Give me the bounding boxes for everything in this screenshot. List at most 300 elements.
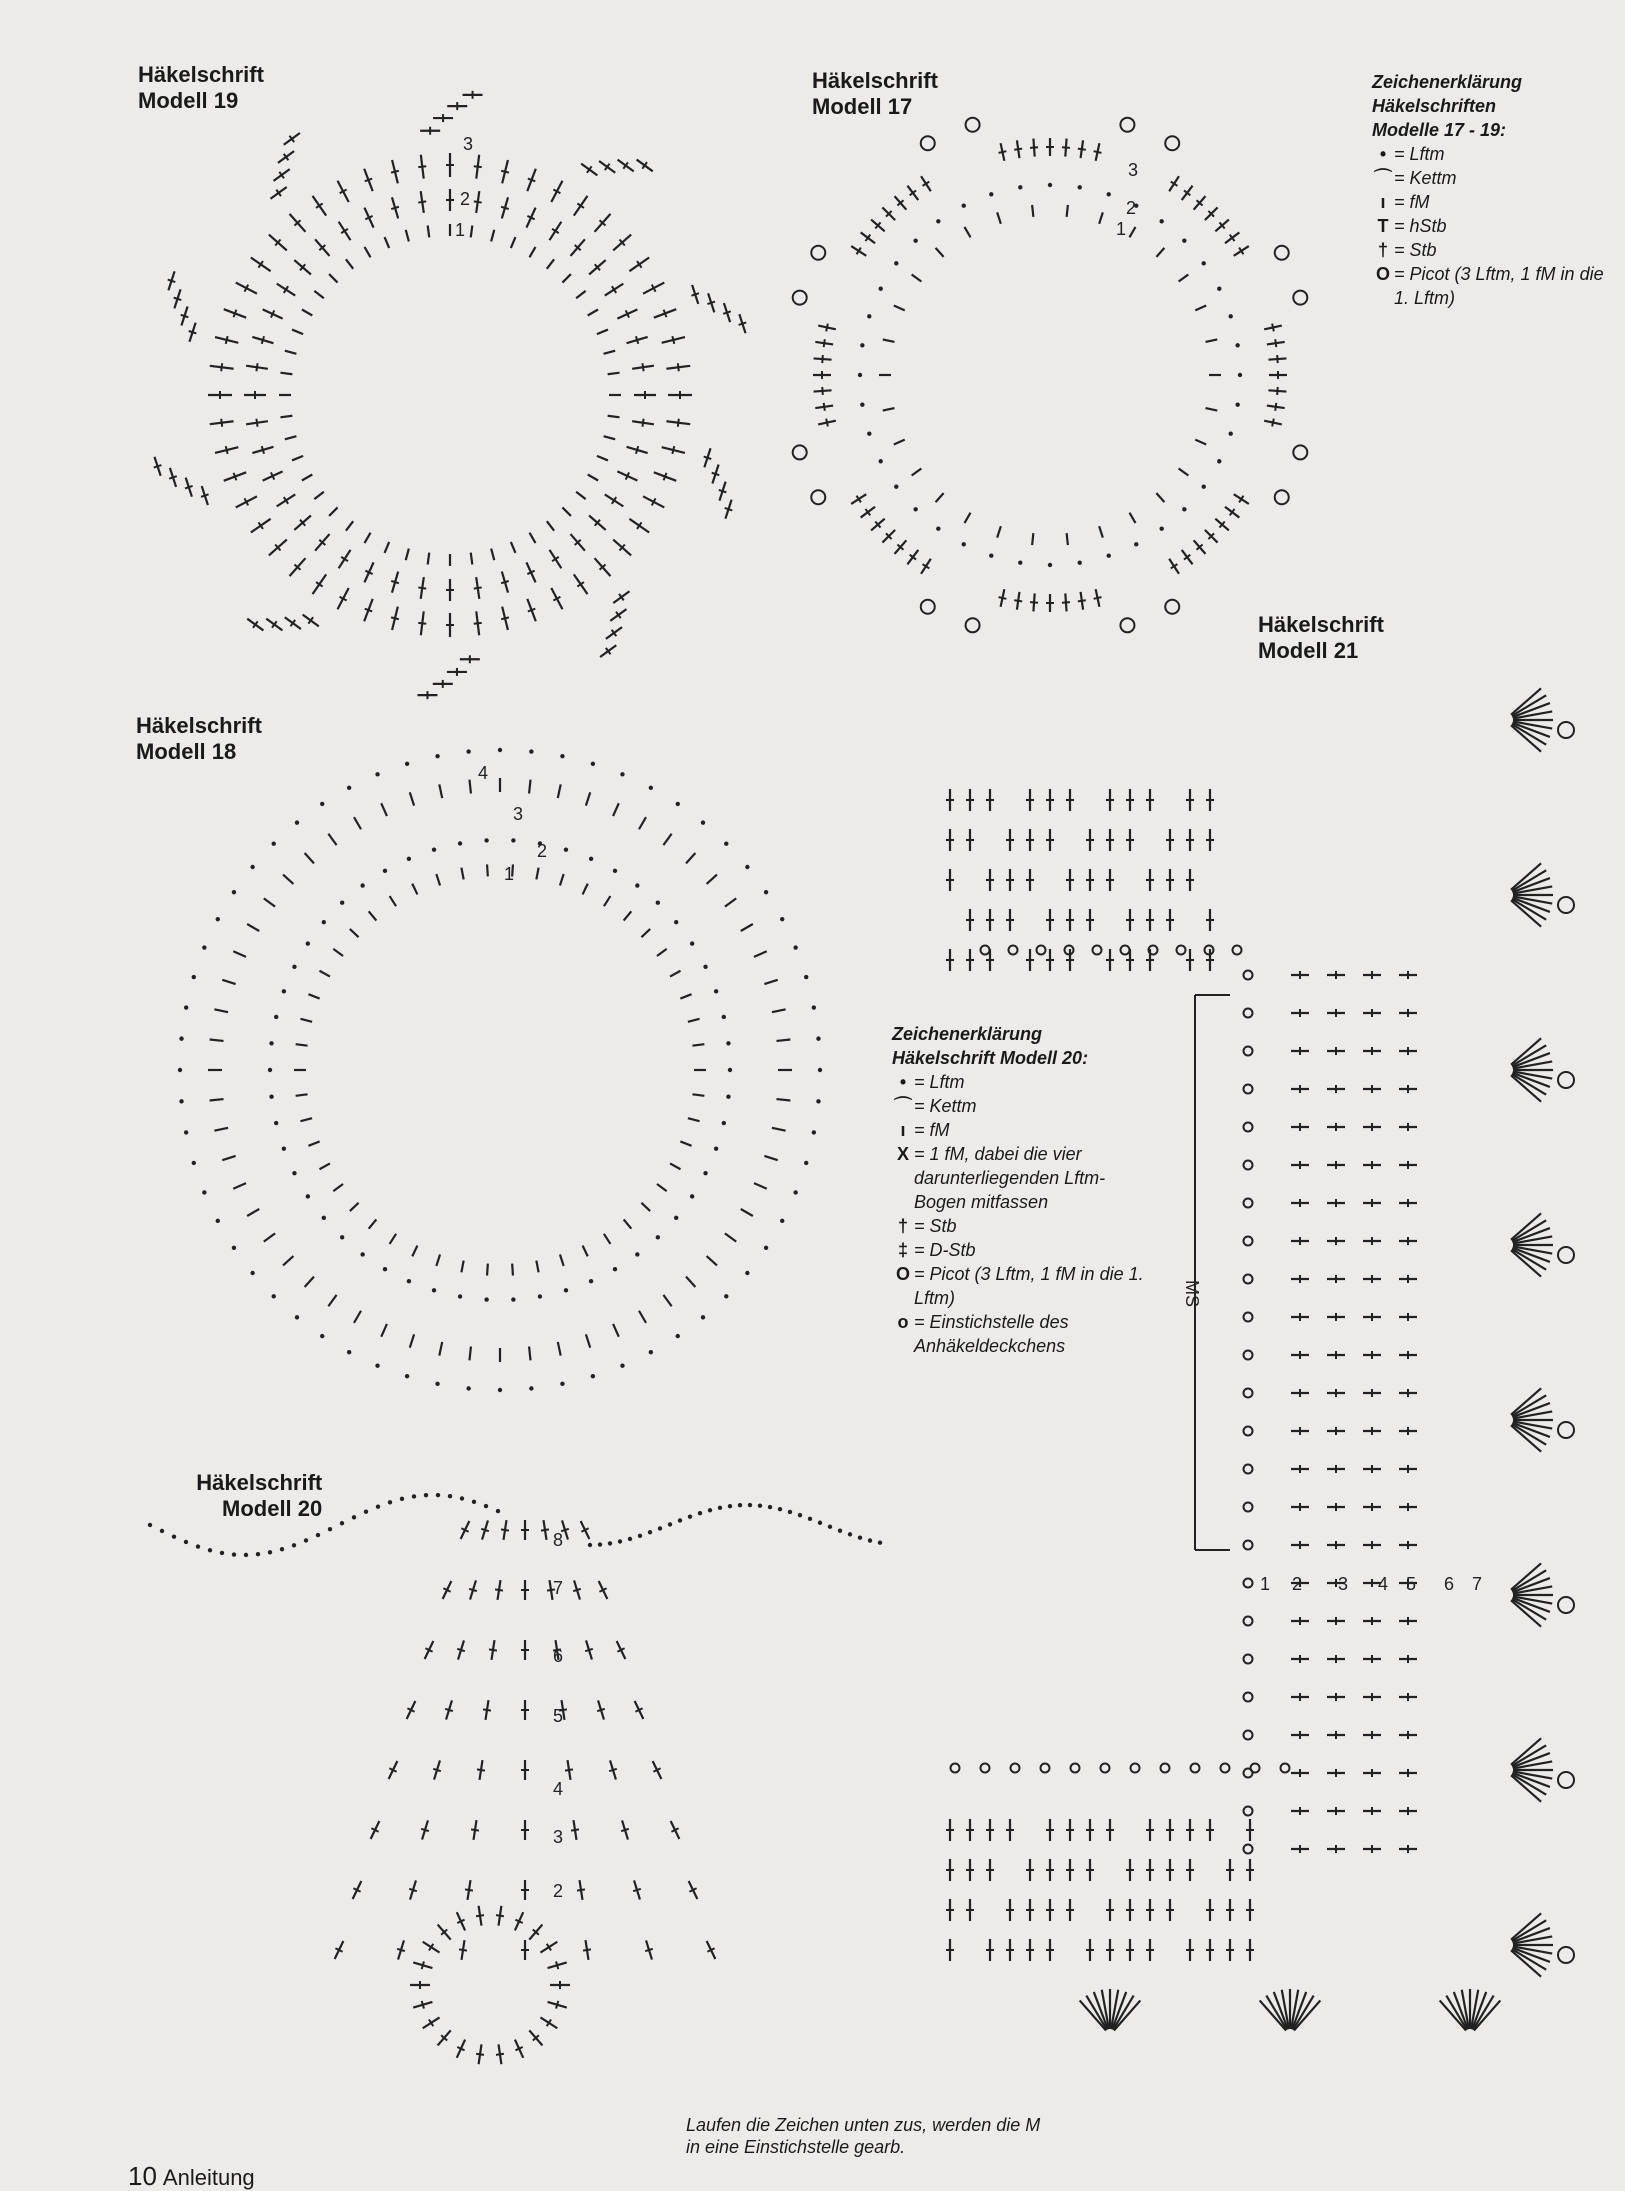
stitch-mark bbox=[826, 324, 828, 332]
chain-dot bbox=[407, 857, 411, 861]
picot-ring bbox=[1244, 1085, 1253, 1094]
chain-dot bbox=[589, 857, 593, 861]
chain-dot bbox=[828, 1525, 832, 1529]
picot-ring bbox=[1275, 246, 1289, 260]
chain-dot bbox=[656, 901, 660, 905]
chain-dot bbox=[375, 772, 379, 776]
chain-dot bbox=[295, 820, 299, 824]
legend-text: = Stb bbox=[914, 1216, 957, 1236]
stitch-mark bbox=[410, 792, 414, 805]
stitch-mark bbox=[1130, 513, 1136, 523]
stitch-mark bbox=[608, 416, 620, 418]
chain-dot bbox=[618, 1539, 622, 1543]
chain-dot bbox=[598, 1542, 602, 1546]
stitch-mark bbox=[645, 1949, 653, 1951]
stitch-mark bbox=[712, 473, 720, 475]
stitch-mark bbox=[496, 1915, 504, 1916]
stitch-mark bbox=[663, 1295, 671, 1306]
stitch-mark bbox=[541, 1529, 549, 1530]
stitch-mark bbox=[1032, 205, 1033, 217]
chain-dot bbox=[764, 890, 768, 894]
stitch-mark bbox=[469, 780, 470, 794]
chain-dot bbox=[560, 1382, 564, 1386]
chain-dot bbox=[635, 883, 639, 887]
chain-dot bbox=[424, 1493, 428, 1497]
chain-dot bbox=[256, 1552, 260, 1556]
stitch-mark bbox=[999, 597, 1007, 599]
stitch-mark bbox=[764, 980, 777, 984]
stitch-mark bbox=[1156, 493, 1164, 502]
chain-dot bbox=[202, 1190, 206, 1194]
stitch-mark bbox=[670, 971, 681, 977]
picot-ring bbox=[921, 600, 935, 614]
page-footer bbox=[128, 2161, 255, 2191]
chain-dot bbox=[383, 1267, 387, 1271]
legend-title: Zeichenerklärung bbox=[892, 1024, 1043, 1044]
legend-symbol: O bbox=[1375, 264, 1390, 284]
stitch-mark bbox=[481, 1529, 489, 1531]
chain-dot bbox=[878, 1541, 882, 1545]
stitch-mark bbox=[412, 1246, 417, 1257]
stitch-mark bbox=[686, 853, 695, 863]
stitch-mark bbox=[1014, 149, 1022, 150]
stitch-mark bbox=[822, 387, 823, 395]
picot-ring bbox=[1244, 1617, 1253, 1626]
legend-row bbox=[892, 1142, 1152, 1214]
stitch-mark bbox=[586, 792, 590, 805]
picot-ring bbox=[1244, 1465, 1253, 1474]
stitch-mark bbox=[226, 446, 228, 454]
chain-dot bbox=[608, 1541, 612, 1545]
stitch-mark bbox=[571, 1829, 579, 1830]
stitch-mark bbox=[573, 1589, 581, 1591]
chain-dot bbox=[564, 1288, 568, 1292]
stitch-mark bbox=[565, 1769, 573, 1770]
chain-dot bbox=[989, 192, 993, 196]
chain-dot bbox=[1217, 459, 1221, 463]
chain-dot bbox=[436, 1493, 440, 1497]
title-line2: Modell 20 bbox=[222, 1496, 323, 1521]
chain-dot bbox=[701, 820, 705, 824]
chain-dot bbox=[184, 1130, 188, 1134]
legend-text: = Kettm bbox=[914, 1096, 977, 1116]
stitch-mark bbox=[719, 490, 727, 492]
chain-dot bbox=[320, 1334, 324, 1338]
stitch-mark bbox=[461, 868, 463, 880]
picot-ring bbox=[966, 618, 980, 632]
stitch-mark bbox=[391, 617, 399, 619]
chain-dot bbox=[192, 975, 196, 979]
chain-dot bbox=[649, 786, 653, 790]
legend-symbol: † bbox=[1377, 240, 1388, 260]
ms-label: MS bbox=[1182, 1280, 1202, 1307]
round-number: 7 bbox=[553, 1578, 564, 1598]
chain-dot bbox=[913, 507, 917, 511]
round-number: 5 bbox=[1406, 1574, 1417, 1594]
picot-ring bbox=[1041, 1764, 1050, 1773]
stitch-mark bbox=[633, 1889, 641, 1891]
stitch-mark bbox=[233, 951, 246, 957]
stitch-mark bbox=[262, 446, 264, 454]
title-modell-19 bbox=[138, 62, 264, 114]
picot-ring bbox=[1233, 946, 1242, 955]
legend-row bbox=[1372, 166, 1612, 190]
stitch-mark bbox=[641, 929, 650, 937]
chain-dot bbox=[250, 1271, 254, 1275]
picot-ring bbox=[1009, 946, 1018, 955]
stitch-mark bbox=[222, 980, 235, 984]
stitch-mark bbox=[436, 874, 440, 885]
round-number-2: 2 bbox=[537, 841, 548, 861]
chain-dot bbox=[383, 869, 387, 873]
chain-dot bbox=[375, 1363, 379, 1367]
legend-text: = Lftm bbox=[914, 1072, 965, 1092]
stitch-mark bbox=[536, 1261, 538, 1273]
chain-dot bbox=[879, 459, 883, 463]
stitch-mark bbox=[439, 784, 442, 798]
stitch-mark bbox=[672, 446, 674, 454]
stitch-mark bbox=[418, 201, 426, 202]
chain-dot bbox=[560, 754, 564, 758]
picot-ring bbox=[793, 291, 807, 305]
stitch-mark bbox=[725, 1233, 736, 1241]
chain-dot bbox=[178, 1068, 182, 1072]
legend-row bbox=[1372, 262, 1612, 310]
picot-ring bbox=[1244, 1237, 1253, 1246]
stitch-mark bbox=[692, 1094, 704, 1096]
legend-row bbox=[1372, 142, 1612, 166]
chain-dot bbox=[498, 1388, 502, 1392]
chain-dot bbox=[701, 1315, 705, 1319]
chain-dot bbox=[703, 1171, 707, 1175]
chain-dot bbox=[472, 1500, 476, 1504]
picot-ring bbox=[1244, 1807, 1253, 1816]
chain-dot bbox=[668, 1522, 672, 1526]
stitch-mark bbox=[418, 587, 426, 588]
chain-dot bbox=[745, 1271, 749, 1275]
legend-title: Häkelschriften bbox=[1372, 96, 1497, 116]
stitch-mark bbox=[624, 911, 632, 920]
chain-dot bbox=[674, 1216, 678, 1220]
stitch-mark bbox=[369, 911, 377, 920]
picot-ring bbox=[1161, 1764, 1170, 1773]
chain-dot bbox=[589, 1279, 593, 1283]
chain-dot bbox=[838, 1528, 842, 1532]
picot-ring bbox=[921, 136, 935, 150]
stitch-mark bbox=[739, 322, 747, 324]
stitch-mark bbox=[588, 310, 598, 316]
round-number: 7 bbox=[1472, 1574, 1483, 1594]
title-line2: Modell 17 bbox=[812, 94, 913, 119]
legend-symbol: ⌒ bbox=[1374, 168, 1392, 188]
legend-row bbox=[892, 1262, 1152, 1310]
stitch-mark bbox=[390, 896, 396, 906]
chain-dot bbox=[458, 841, 462, 845]
picot-ring bbox=[1120, 118, 1134, 132]
stitch-mark bbox=[1179, 274, 1189, 281]
picot-ring bbox=[981, 1764, 990, 1773]
legend-row bbox=[1372, 238, 1612, 262]
stitch-mark bbox=[707, 1256, 717, 1265]
legend-row bbox=[892, 1214, 1152, 1238]
legend-text: = 1 fM, dabei die vier darunterliegenden Lftm-Bogen mitfassen bbox=[914, 1144, 1106, 1212]
stitch-mark bbox=[583, 1246, 588, 1257]
chain-dot bbox=[1078, 560, 1082, 564]
chain-dot bbox=[148, 1523, 152, 1527]
stitch-mark bbox=[894, 440, 905, 445]
picot-ring bbox=[1558, 722, 1574, 738]
chain-dot bbox=[364, 1510, 368, 1514]
stitch-mark bbox=[528, 179, 535, 182]
stitch-mark bbox=[390, 1234, 396, 1244]
stitch-mark bbox=[501, 581, 509, 583]
chain-dot bbox=[179, 1036, 183, 1040]
legend-symbol: X bbox=[896, 1144, 909, 1164]
legend-items bbox=[892, 1070, 1152, 1358]
stitch-mark bbox=[1156, 248, 1164, 257]
picot-ring bbox=[811, 246, 825, 260]
legend-symbol: ı bbox=[900, 1120, 906, 1140]
legend-text: = Stb bbox=[1394, 240, 1437, 260]
title-modell-21 bbox=[1258, 612, 1384, 664]
title-modell-18 bbox=[136, 713, 262, 765]
chain-dot bbox=[708, 1508, 712, 1512]
chain-dot bbox=[698, 1511, 702, 1515]
chain-dot bbox=[388, 1500, 392, 1504]
chain-dot bbox=[272, 1294, 276, 1298]
picot-ring bbox=[951, 1764, 960, 1773]
stitch-mark bbox=[707, 302, 715, 304]
stitch-mark bbox=[639, 817, 646, 829]
picot-ring bbox=[1275, 490, 1289, 504]
picot-ring bbox=[1558, 897, 1574, 913]
chain-dot bbox=[860, 403, 864, 407]
chain-dot bbox=[588, 1543, 592, 1547]
stitch-mark bbox=[912, 274, 922, 281]
stitch-mark bbox=[1206, 339, 1218, 341]
stitch-mark bbox=[688, 1118, 700, 1121]
picot-ring bbox=[1071, 1764, 1080, 1773]
chain-dot bbox=[674, 920, 678, 924]
chain-dot bbox=[780, 1219, 784, 1223]
picot-ring bbox=[1244, 1313, 1253, 1322]
picot-ring bbox=[1244, 1503, 1253, 1512]
stitch-mark bbox=[1078, 149, 1086, 150]
chain-dot bbox=[816, 1099, 820, 1103]
stitch-mark bbox=[597, 1709, 605, 1711]
chain-dot bbox=[269, 1041, 273, 1045]
chain-dot bbox=[676, 802, 680, 806]
stitch-mark bbox=[292, 456, 303, 461]
stitch-mark bbox=[474, 166, 482, 167]
stitch-mark bbox=[256, 363, 257, 371]
stitch-mark bbox=[491, 230, 494, 242]
legend-title: Modelle 17 - 19: bbox=[1372, 120, 1507, 140]
chain-dot bbox=[812, 1005, 816, 1009]
chain-dot bbox=[250, 865, 254, 869]
stitch-mark bbox=[678, 363, 679, 371]
picot-ring bbox=[1244, 1161, 1253, 1170]
stitch-mark bbox=[826, 419, 828, 427]
picot-ring bbox=[1281, 1764, 1290, 1773]
stitch-mark bbox=[764, 1156, 777, 1160]
title-modell-20 bbox=[190, 1470, 322, 1522]
picot-ring bbox=[1244, 1275, 1253, 1284]
chain-dot bbox=[232, 1552, 236, 1556]
chain-dot bbox=[202, 945, 206, 949]
stitch-mark bbox=[776, 1039, 790, 1040]
stitch-mark bbox=[495, 1589, 503, 1590]
chain-dot bbox=[328, 1527, 332, 1531]
round-number: 6 bbox=[553, 1646, 564, 1666]
stitch-mark bbox=[501, 171, 509, 173]
stitch-mark bbox=[476, 1915, 484, 1916]
legend-text: = Einstichstelle des Anhäkeldeckchens bbox=[914, 1312, 1069, 1356]
chain-dot bbox=[848, 1532, 852, 1536]
stitch-mark bbox=[412, 884, 417, 895]
stitch-mark bbox=[577, 1889, 585, 1890]
legend-text: = fM bbox=[914, 1120, 950, 1140]
chain-dot bbox=[688, 1514, 692, 1518]
stitch-mark bbox=[1014, 600, 1022, 601]
stitch-mark bbox=[528, 609, 535, 612]
stitch-mark bbox=[558, 784, 561, 798]
stitch-mark bbox=[560, 1255, 564, 1266]
chain-dot bbox=[738, 1503, 742, 1507]
stitch-mark bbox=[247, 924, 259, 931]
chain-dot bbox=[1182, 238, 1186, 242]
stitch-mark bbox=[547, 259, 554, 269]
stitch-mark bbox=[585, 1649, 593, 1651]
page-number: 10 bbox=[128, 2161, 157, 2191]
chain-dot bbox=[1202, 261, 1206, 265]
stitch-mark bbox=[604, 1234, 610, 1244]
stitch-mark bbox=[319, 1163, 330, 1169]
stitch-mark bbox=[576, 492, 586, 499]
stitch-mark bbox=[469, 1346, 470, 1360]
stitch-mark bbox=[314, 492, 324, 499]
stitch-mark bbox=[154, 465, 162, 467]
chain-dot bbox=[432, 1288, 436, 1292]
stitch-mark bbox=[692, 1044, 704, 1046]
chain-dot bbox=[529, 749, 533, 753]
stitch-mark bbox=[285, 351, 297, 354]
stitch-mark bbox=[234, 473, 237, 480]
stitch-mark bbox=[169, 476, 177, 478]
picot-ring bbox=[1244, 1845, 1253, 1854]
stitch-mark bbox=[754, 1183, 767, 1189]
chain-dot bbox=[936, 219, 940, 223]
chain-dot bbox=[232, 890, 236, 894]
chain-dot bbox=[793, 1190, 797, 1194]
legend-row bbox=[892, 1118, 1152, 1142]
stitch-mark bbox=[283, 1256, 293, 1265]
picot-ring bbox=[966, 118, 980, 132]
stitch-mark bbox=[822, 355, 823, 363]
stitch-mark bbox=[247, 1209, 259, 1216]
stitch-mark bbox=[354, 1311, 361, 1323]
chain-dot bbox=[320, 802, 324, 806]
stitch-mark bbox=[529, 1346, 530, 1360]
chain-dot bbox=[316, 1533, 320, 1537]
chain-dot bbox=[648, 1530, 652, 1534]
chain-dot bbox=[628, 1537, 632, 1541]
picot-ring bbox=[1101, 1764, 1110, 1773]
chain-dot bbox=[322, 920, 326, 924]
picot-ring bbox=[1244, 1579, 1253, 1588]
stitch-mark bbox=[474, 201, 482, 202]
chain-dot bbox=[726, 1041, 730, 1045]
chain-dot bbox=[511, 838, 515, 842]
stitch-mark bbox=[664, 310, 667, 317]
stitch-mark bbox=[422, 2001, 424, 2009]
chain-dot bbox=[591, 1374, 595, 1378]
stitch-mark bbox=[1275, 403, 1276, 411]
chain-dot bbox=[498, 748, 502, 752]
stitch-mark bbox=[663, 834, 671, 845]
chain-dot bbox=[808, 1517, 812, 1521]
chain-dot bbox=[748, 1503, 752, 1507]
stitch-mark bbox=[346, 259, 353, 269]
stitch-mark bbox=[474, 587, 482, 588]
chain-dot bbox=[724, 1294, 728, 1298]
round-number-1: 1 bbox=[455, 220, 466, 240]
stitch-mark bbox=[547, 521, 554, 531]
title-line1: Häkelschrift bbox=[136, 713, 262, 738]
picot-ring bbox=[1293, 445, 1307, 459]
chain-dot bbox=[858, 373, 862, 377]
chain-dot bbox=[1159, 527, 1163, 531]
stitch-mark bbox=[586, 1334, 590, 1347]
chain-dot bbox=[184, 1540, 188, 1544]
stitch-mark bbox=[501, 1529, 509, 1530]
picot-ring bbox=[1221, 1764, 1230, 1773]
chain-dot bbox=[591, 762, 595, 766]
stitch-mark bbox=[329, 507, 337, 515]
round-number-3: 3 bbox=[1128, 160, 1139, 180]
chain-dot bbox=[989, 554, 993, 558]
stitch-mark bbox=[1130, 227, 1136, 237]
chain-dot bbox=[352, 1515, 356, 1519]
stitch-mark bbox=[439, 1342, 442, 1356]
stitch-mark bbox=[883, 408, 895, 410]
chain-dot bbox=[564, 847, 568, 851]
round-number: 1 bbox=[1260, 1574, 1271, 1594]
picot-ring bbox=[1244, 1731, 1253, 1740]
legend-items bbox=[1372, 142, 1612, 310]
round-number: 4 bbox=[1378, 1574, 1389, 1594]
picot-ring bbox=[1244, 971, 1253, 980]
chain-dot bbox=[322, 1216, 326, 1220]
stitch-mark bbox=[365, 247, 371, 257]
stitch-mark bbox=[1032, 533, 1033, 545]
legend-symbol: o bbox=[897, 1312, 909, 1332]
stitch-mark bbox=[624, 1219, 632, 1228]
picot-ring bbox=[981, 946, 990, 955]
chain-dot bbox=[435, 754, 439, 758]
stitch-mark bbox=[680, 994, 691, 998]
stitch-mark bbox=[457, 1649, 465, 1651]
stitch-mark bbox=[511, 542, 516, 553]
stitch-mark bbox=[474, 623, 482, 624]
chain-dot bbox=[306, 1194, 310, 1198]
stitch-mark bbox=[501, 207, 509, 209]
chain-dot bbox=[868, 1538, 872, 1542]
picot-ring bbox=[1037, 946, 1046, 955]
chain-dot bbox=[804, 1161, 808, 1165]
chain-dot bbox=[376, 1504, 380, 1508]
stitch-mark bbox=[583, 1949, 591, 1950]
